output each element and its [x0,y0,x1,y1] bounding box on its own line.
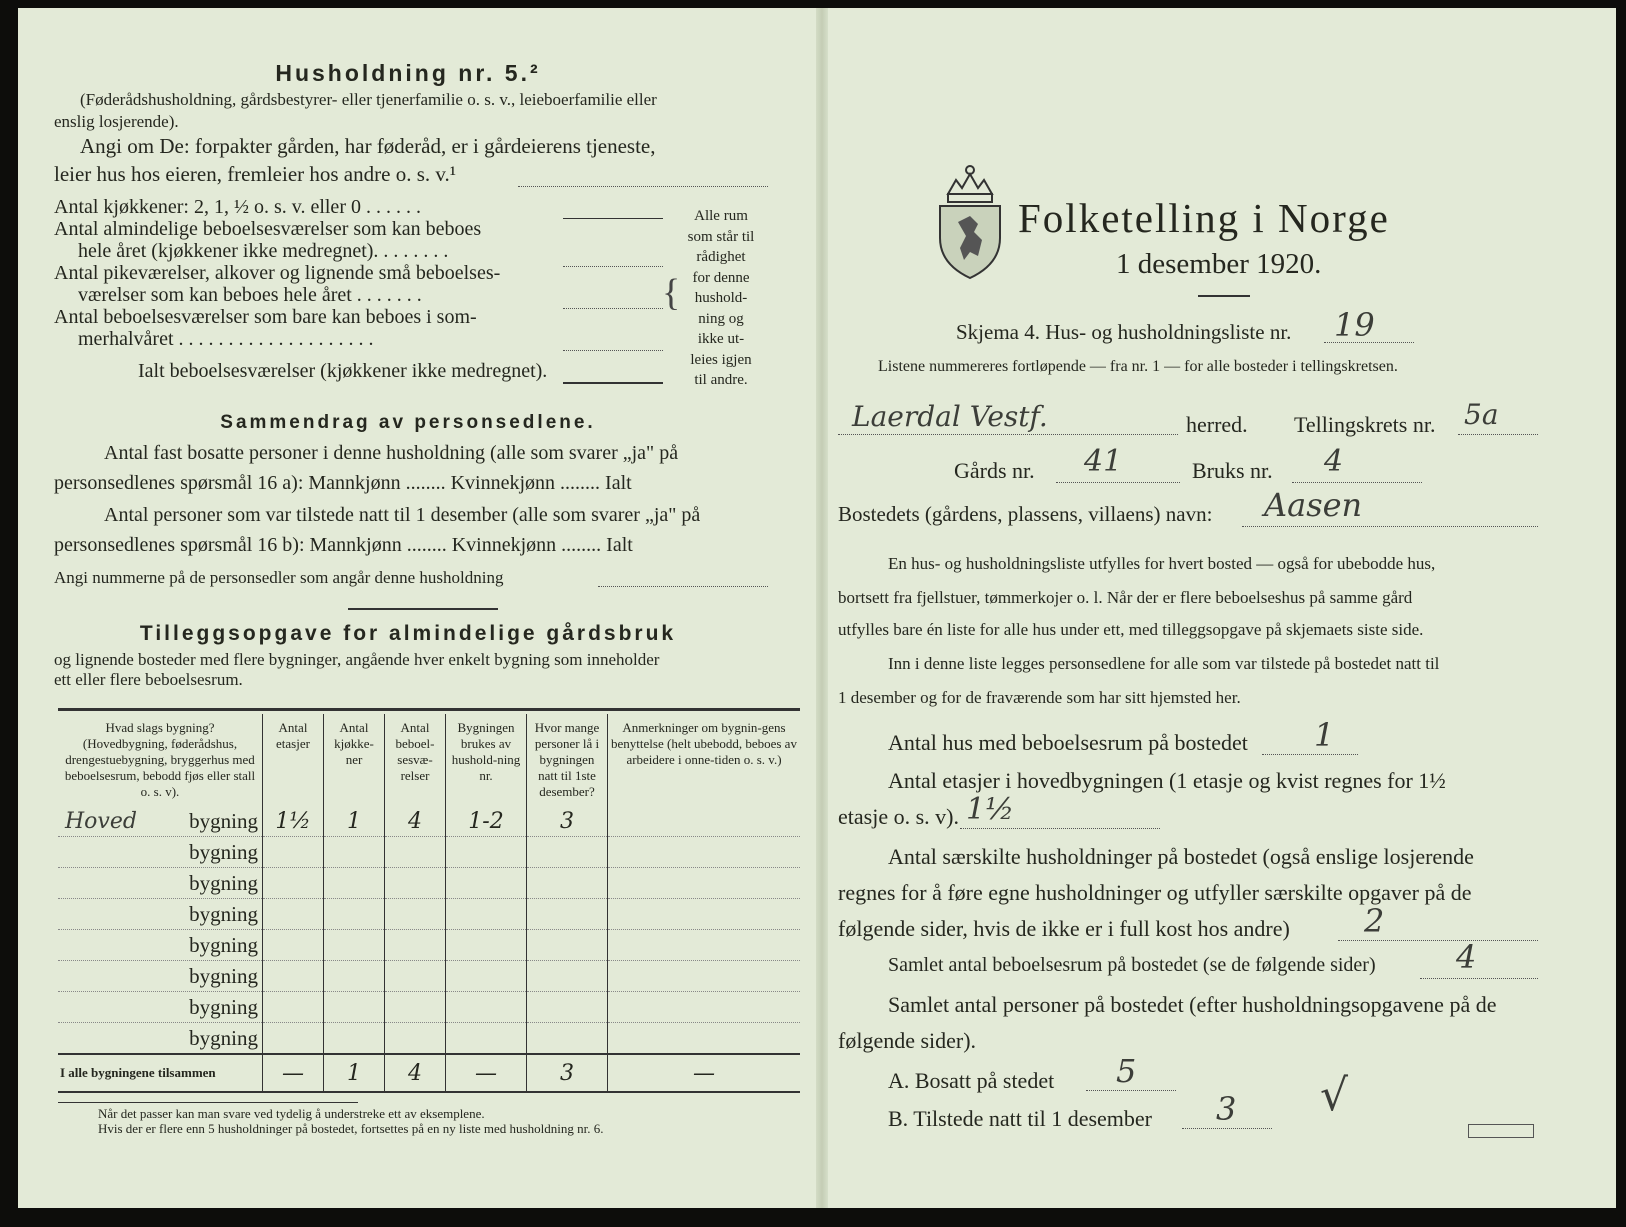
row-personer-cell[interactable] [527,961,608,992]
table-top-rule [58,708,800,711]
angi-line-2: leier hus hos eieren, fremleier hos andre o. s. v.¹ [54,162,457,186]
fill-ialt [563,382,663,384]
row-anm-cell[interactable] [608,992,801,1023]
fill-line [563,218,663,219]
left-page [18,8,818,1208]
row-rum-cell[interactable] [385,868,446,899]
header-type [58,714,263,806]
header-personer: Hvor mange personer lå i bygningen natt til 1ste desember? [527,714,608,806]
building-table [58,714,800,1093]
antal-hus-fill [1262,754,1358,755]
row-anm-cell[interactable] [608,837,801,868]
header-anmerkninger: Anmerkninger om bygnin-gens benyttelse (helt ubebodd, beboes av arbeidere i onne-tiden o. s. v.) [608,714,801,806]
rooms-pikevaerelser: Antal pikeværelser, alkover og lignende små beboelses- [54,262,501,284]
row-personer-cell[interactable]: 3 [527,806,608,837]
row-hush-cell[interactable]: 1-2 [446,806,527,837]
tellingskrets-value[interactable]: 5a [1464,398,1499,431]
row-type-cell[interactable] [58,1023,263,1055]
row-personer-cell[interactable] [527,992,608,1023]
census-sheet [18,8,1616,1208]
tillegg-text-2: ett eller flere beboelsesrum. [54,670,243,689]
side-note-line: leies igjen [690,351,752,368]
sarskilte-line-1: Antal særskilte husholdninger på bostedet (også enslige losjerende [888,844,1474,869]
building-rows [58,806,800,1092]
rooms-almindelige-2: hele året (kjøkkener ikke medregnet). . . . . . . . [78,240,449,262]
brace-icon: { [662,272,681,314]
bruks-fill [1292,482,1422,483]
husholdning-note: (Føderådshusholdning, gårdsbestyrer- eller tjenerfamilie o. s. v., leieboerfamilie eller [80,90,657,109]
row-kjokken-cell[interactable] [324,868,385,899]
rooms-sommer: Antal beboelsesværelser som bare kan beboes i som- [54,306,477,328]
listene-note: Listene nummereres fortløpende — fra nr. 1 — for alle bosteder i tellingskretsen. [878,358,1398,375]
side-note-line: til andre. [694,372,748,388]
samlet-pers-line-2: følgende sider). [838,1028,977,1053]
row-type-cell[interactable] [58,899,263,930]
row-hush-cell[interactable] [446,930,527,961]
row-kjokken-cell[interactable] [324,930,385,961]
row-hush-cell[interactable] [446,1023,527,1055]
divider [348,608,498,610]
printer-stamp [1468,1124,1534,1138]
row-kjokken-cell[interactable] [324,1023,385,1055]
row-anm-cell[interactable] [608,899,801,930]
etasjer-value[interactable]: 1½ [966,792,1015,827]
etasjer-line-1: Antal etasjer i hovedbygningen (1 etasje og kvist regnes for 1½ [888,768,1446,793]
etasjer-fill [960,828,1160,829]
bruks-value[interactable]: 4 [1324,444,1344,479]
side-note-line: rådighet [696,249,746,265]
form-title: Folketelling i Norge [1018,195,1390,241]
row-personer-cell[interactable] [527,837,608,868]
side-note-line: for denne [692,269,750,286]
row-anm-cell[interactable] [608,961,801,992]
rooms-kjokkener: Antal kjøkkener: 2, 1, ½ o. s. v. eller 0 . . . . . . [54,196,421,218]
table-row [58,1023,800,1055]
table-header-row [58,714,800,806]
gards-value[interactable]: 41 [1084,444,1123,479]
row-type-cell[interactable] [58,837,263,868]
form-date: 1 desember 1920. [1116,248,1322,280]
row-type-value: Hoved [65,808,137,834]
row-etasjer-cell[interactable]: 1½ [263,806,324,837]
fill-sommer[interactable] [563,350,663,351]
sarskilte-fill [1338,940,1538,941]
tilstede-fill [1182,1128,1272,1129]
sammendrag-line-4: personsedlenes spørsmål 16 b): Mannkjønn ........ Kvinnekjønn ........ Ialt [54,534,633,556]
row-etasjer-cell[interactable] [263,930,324,961]
bygning-label: bygning [189,1025,258,1050]
row-rum-cell[interactable] [385,899,446,930]
bygning-label: bygning [189,901,258,926]
antal-hus-value[interactable]: 1 [1314,716,1335,754]
sammendrag-line-2: personsedlenes spørsmål 16 a): Mannkjønn ........ Kvinnekjønn ........ Ialt [54,472,632,494]
instruction-5: 1 desember og for de fraværende som har sitt hjemsted her. [838,688,1241,707]
tellingskrets-label: Tellingskrets nr. [1294,412,1436,437]
footnote-1: Når det passer kan man svare ved tydelig å understreke ett av eksemplene. [98,1106,485,1121]
nummerne-fill[interactable] [598,586,768,587]
rooms-almindelige: Antal almindelige beboelsesværelser som kan beboes [54,218,482,240]
row-anm-cell[interactable] [608,1023,801,1055]
bosted-fill [1242,526,1538,527]
title-rule [1198,295,1250,297]
bygning-label: bygning [189,994,258,1019]
table-row [58,899,800,930]
total-hush-cell[interactable]: — [446,1054,527,1092]
rooms-pikevaerelser-2: værelser som kan beboes hele året . . . . . . . [78,284,422,306]
tillegg-text-1: og lignende bosteder med flere bygninger, angående hver enkelt bygning som inneholder [54,650,660,669]
antal-hus-label: Antal hus med beboelsesrum på bostedet [888,730,1248,755]
row-kjokken-cell[interactable] [324,992,385,1023]
side-note-line: ning og [698,310,744,327]
row-rum-cell[interactable] [385,930,446,961]
row-kjokken-cell[interactable]: 1 [324,806,385,837]
row-type-cell[interactable] [58,992,263,1023]
row-etasjer-cell[interactable] [263,1023,324,1055]
instruction-3: utfylles bare én liste for alle hus under ett, med tilleggsopgave på skjemaets siste side. [838,620,1424,639]
header-type-text: Hvad slags bygning? (Hovedbygning, føderådshus, drengestuebygning, bryggerhus med beboelsesrum, bebodd fjøs eller stall o. s. v). [64,720,256,799]
instruction-4: Inn i denne liste legges personsedlene for alle som var tilstede på bostedet natt til [888,654,1440,673]
row-hush-cell[interactable] [446,837,527,868]
footnote-rule [58,1102,358,1103]
rooms-ialt: Ialt beboelsesværelser (kjøkkener ikke medregnet). [138,360,548,382]
row-etasjer-cell[interactable] [263,961,324,992]
samlet-rum-value[interactable]: 4 [1456,938,1477,976]
instruction-2: bortsett fra fjellstuer, tømmerkojer o. l. Når der er flere beboelseshus på samme gård [838,588,1413,607]
table-row [58,868,800,899]
rooms-sommer-2: merhalvåret . . . . . . . . . . . . . . . . . . . . [78,328,374,350]
row-hush-cell[interactable] [446,961,527,992]
header-husholdning: Bygningen brukes av hushold-ning nr. [446,714,527,806]
total-row [58,1054,800,1092]
samlet-rum-label: Samlet antal beboelsesrum på bostedet (se de følgende sider) [888,954,1376,976]
skjema-nr[interactable]: 19 [1334,306,1375,344]
total-kjokken-cell[interactable]: 1 [324,1054,385,1092]
row-etasjer-cell[interactable] [263,899,324,930]
row-personer-cell[interactable] [527,930,608,961]
total-personer-cell[interactable]: 3 [527,1054,608,1092]
row-etasjer-cell[interactable] [263,868,324,899]
bygning-label: bygning [189,932,258,957]
sammendrag-line-1: Antal fast bosatte personer i denne husholdning (alle som svarer „ja" på [104,442,679,464]
row-type-cell[interactable] [58,961,263,992]
fill-almindelige[interactable] [563,266,663,267]
herred-label: herred. [1186,412,1248,437]
table-row [58,961,800,992]
total-etasjer-cell[interactable]: — [263,1054,324,1092]
samlet-rum-fill [1420,978,1538,979]
herred-fill [838,434,1178,435]
sarskilte-line-3: følgende sider, hvis de ikke er i full kost hos andre) [838,916,1290,941]
row-etasjer-cell[interactable] [263,992,324,1023]
coat-of-arms-icon [932,160,1008,282]
gards-label: Gårds nr. [954,458,1035,483]
bosted-label: Bostedets (gårdens, plassens, villaens) navn: [838,502,1213,526]
bygning-label: bygning [189,963,258,988]
samlet-pers-line-1: Samlet antal personer på bostedet (efter husholdningsopgavene på de [888,992,1497,1017]
bosted-value[interactable]: Aasen [1264,486,1363,524]
sarskilte-line-2: regnes for å føre egne husholdninger og utfyller særskilte opgaver på de [838,880,1472,905]
skjema-fill [1324,342,1414,343]
sarskilte-value[interactable]: 2 [1364,902,1385,940]
row-kjokken-cell[interactable] [324,961,385,992]
header-etasjer: Antal etasjer [263,714,324,806]
sammendrag-line-5: Angi nummerne på de personsedler som angår denne husholdning [54,568,504,587]
bygning-label: bygning [189,808,258,833]
row-hush-cell[interactable] [446,899,527,930]
row-kjokken-cell[interactable] [324,837,385,868]
instruction-1: En hus- og husholdningsliste utfylles for hvert bosted — også for ubebodde hus, [888,554,1436,573]
row-anm-cell[interactable] [608,868,801,899]
total-anm-cell[interactable]: — [608,1054,801,1092]
table-row [58,992,800,1023]
husholdning-note-2: enslig losjerende). [54,112,179,131]
bygning-label: bygning [189,839,258,864]
tillegg-title: Tilleggsopgave for almindelige gårdsbruk [139,622,677,645]
bosatt-value[interactable]: 5 [1116,1052,1137,1090]
row-anm-cell[interactable] [608,806,801,837]
husholdning-title: Husholdning nr. 5.² [275,60,541,86]
table-row [58,930,800,961]
row-personer-cell[interactable] [527,899,608,930]
row-hush-cell[interactable] [446,868,527,899]
row-etasjer-cell[interactable] [263,837,324,868]
row-type-cell[interactable] [58,930,263,961]
header-rum: Antal beboel-sesvæ-relser [385,714,446,806]
tilstede-label: B. Tilstede natt til 1 desember [888,1106,1152,1131]
total-rum-cell[interactable]: 4 [385,1054,446,1092]
angi-line-1: Angi om De: forpakter gården, har føderåd, er i gårdeierens tjeneste, [80,134,656,158]
row-personer-cell[interactable] [527,868,608,899]
row-hush-cell[interactable] [446,992,527,1023]
row-rum-cell[interactable] [385,961,446,992]
right-page [824,8,1616,1208]
bruks-label: Bruks nr. [1192,458,1273,483]
side-note-line: som står til [687,228,755,245]
sammendrag-title: Sammendrag av personsedlene. [220,412,596,433]
etasjer-line-2: etasje o. s. v). [838,804,959,829]
row-personer-cell[interactable] [527,1023,608,1055]
fill-pike[interactable] [563,308,663,309]
side-note-line: hushold- [694,290,748,306]
skjema-label: Skjema 4. Hus- og husholdningsliste nr. [956,320,1292,344]
row-kjokken-cell[interactable] [324,899,385,930]
row-type-cell[interactable] [58,806,263,837]
table-row [58,806,800,837]
table-row [58,837,800,868]
bosatt-fill [1086,1090,1176,1091]
bygning-label: bygning [189,870,258,895]
bosatt-label: A. Bosatt på stedet [888,1068,1055,1093]
header-kjokkener: Antal kjøkke-ner [324,714,385,806]
side-note [680,206,762,391]
row-rum-cell[interactable]: 4 [385,806,446,837]
side-note-line: ikke ut- [697,331,745,347]
tilstede-value[interactable]: 3 [1216,1090,1237,1128]
gards-fill [1056,482,1180,483]
row-anm-cell[interactable] [608,930,801,961]
tellingskrets-fill [1458,434,1538,435]
sammendrag-line-3: Antal personer som var tilstede natt til 1 desember (alle som svarer „ja" på [104,504,701,526]
row-rum-cell[interactable] [385,837,446,868]
footnote-2: Hvis der er flere enn 5 husholdninger på bostedet, fortsettes på en ny liste med husholdning nr. 6. [98,1121,604,1136]
row-rum-cell[interactable] [385,992,446,1023]
side-note-line: Alle rum [694,208,748,224]
total-label: I alle bygningene tilsammen [58,1054,263,1092]
check-mark: √ [1320,1070,1349,1121]
herred-value[interactable]: Laerdal Vestf. [852,400,1048,433]
row-type-cell[interactable] [58,868,263,899]
angi-fill[interactable] [518,186,768,187]
row-rum-cell[interactable] [385,1023,446,1055]
